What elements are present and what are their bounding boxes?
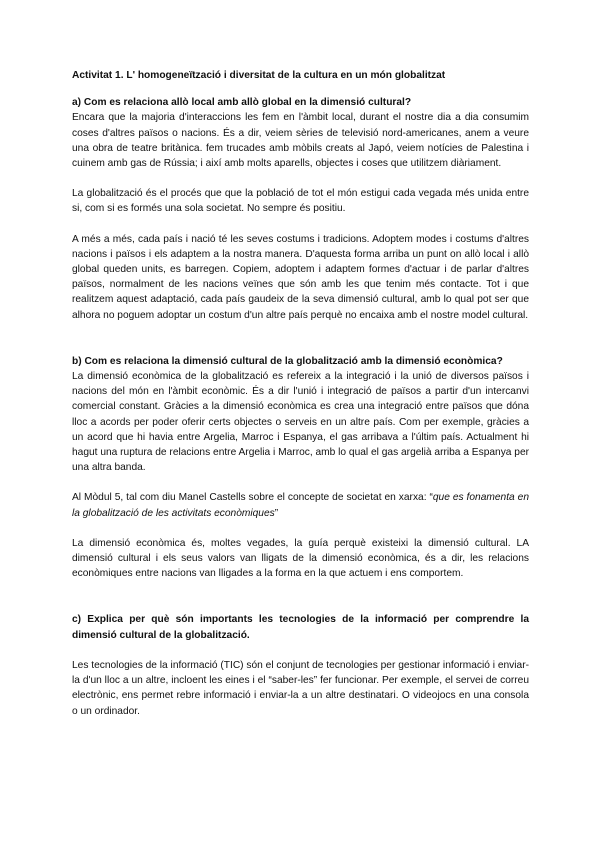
document-title: Activitat 1. L' homogeneïtzació i diversitat de la cultura en un món globalitzat <box>72 70 446 81</box>
section-a-paragraph-3: A més a més, cada país i nació té les seves costums i tradicions. Adoptem modes i costums d'altres nacions i països i els adaptem a la nostra manera. D'aquesta forma arriba un punt on allò local i allò global queden units, es barregen. Copiem, adoptem i adaptem formes d'actuar i de parlar d'altres països, normalment de les nacions veïnes que són amb les que tenim més contacte. Tot i que realitzem aquest adaptació, cada país gaudeix de la seva dimensió cultural, amb lo qual pot ser que alhora no poguem adoptar un costum d'un altre país perquè no encaixa amb el nostre model cultural. <box>72 233 529 321</box>
section-a-paragraph-2: La globalització és el procés que que la població de tot el món estigui cada vegada més unida entre si, com si es formés una sola societat. No sempre és positiu. <box>72 188 529 215</box>
section-a <box>72 95 529 323</box>
section-b-quote-paragraph <box>72 490 529 520</box>
section-c-paragraph-1: Les tecnologies de la informació (TIC) són el conjunt de tecnologies per gestionar informació i enviar-la d'un lloc a un altre, incloent les eines i el “saber-les” fer funcionar. Per exemple, el servei de correu electrònic, ens permet rebre informació i enviar-la a un altre destinatari. O videojocs en una consola o un ordinador. <box>72 659 529 717</box>
section-b-paragraph-1: La dimensió econòmica de la globalització es refereix a la integració i la unió de diversos països i nacions del món en l'àmbit econòmic. És a dir l'unió i integració de països a partir d'un intercanvi comercial constant. Gràcies a la dimensió econòmica es crea una integració entre països que dóna lloc a acords per poder oferir certs objectes o serveis en un altre país. Com per exemple, gràcies a un acord que hi havia entre Argelia, Marroc i Espanya, el gas arribava a l'últim país. Actualment hi hagut una ruptura de relacions entre Argelia i Marroc, amb lo qual el gas argelià arriba a Espanya per una altra banda. <box>72 371 530 474</box>
section-a-heading: a) Com es relaciona allò local amb allò global en la dimensió cultural? <box>72 97 412 109</box>
section-b <box>72 354 529 582</box>
quote-intro: Al Mòdul 5, tal com diu Manel Castells sobre el concepte de societat en xarxa: “ <box>72 492 433 504</box>
section-c-heading: c) Explica per què són importants les tecnologies de la informació per comprendre la dimensió cultural de la globalització. <box>72 614 529 641</box>
quote-end: ” <box>274 507 279 519</box>
section-a-paragraph-1: Encara que la majoria d'interaccions les fem en l'àmbit local, durant el nostre dia a dia consumim coses d'altres països o nacions. És a dir, veiem sèries de televisió nord-americanes, anem a veure una obra de teatre britànica. fem trucades amb mòbils creats al Japó, veiem notícies de Palestina i cuinem amb gas de Rússia; i així amb molts aparells, objectes i coses que utilitzem diàriament. <box>72 112 529 170</box>
quote-text: que es fonamenta en la globalització de les activitats econòmiques <box>72 492 529 519</box>
section-b-heading: b) Com es relaciona la dimensió cultural de la globalització amb la dimensió econòmica? <box>72 355 503 367</box>
document-body <box>72 68 529 719</box>
section-b-paragraph-2: La dimensió econòmica és, moltes vegades, la guía perquè existeixi la dimensió cultural. LA dimensió cultural i els seus valors van lligats de la dimensió econòmica, és a dir, les relacions econòmiques entre nacions van lligades a la forma en la que actuem i ens comportem. <box>72 537 529 580</box>
section-c <box>72 612 529 718</box>
